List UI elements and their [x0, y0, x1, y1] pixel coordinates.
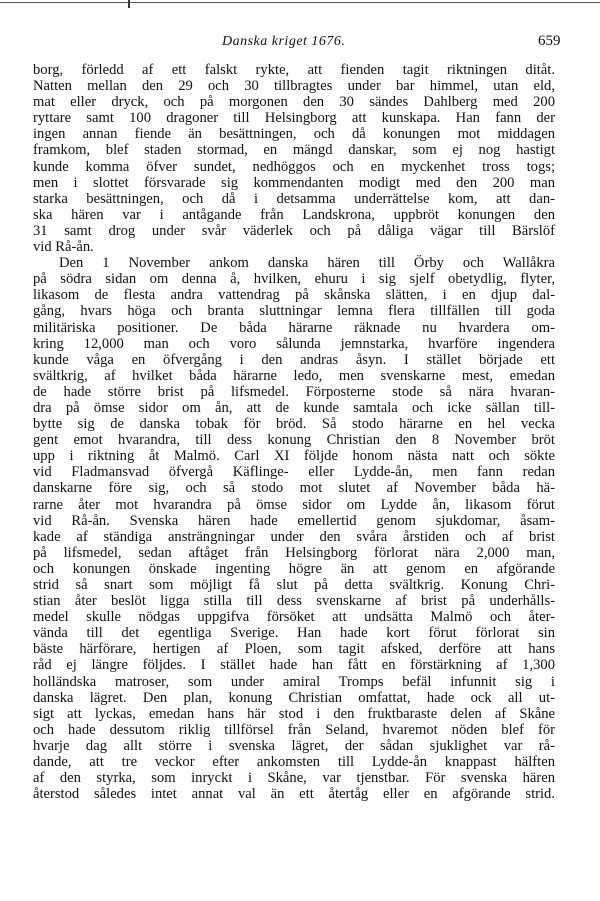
text-line: vända till det egentliga Sverige. Han hade kort förut förlorat sin: [33, 625, 555, 642]
text-line: militäriska positioner. De båda härarne räknade nu hvardera om-: [33, 319, 555, 336]
text-line: kade af ständiga ansträngningar under den svåra årstiden och af brist: [33, 528, 555, 545]
text-line: de hade större brist på lifsmedel. Förposterne stode så nära hvaran-: [33, 383, 555, 400]
text-line: danska lägret. Den plan, konung Christian omfattat, hade ock all ut-: [33, 689, 555, 706]
text-line: kunde våga en öfvergång i den andras åsyn. I stället började ett: [33, 351, 555, 368]
text-line: dra på ömse sidor om ån, att de kunde samtala och icke sällan till-: [33, 399, 555, 416]
text-line: danskarne före sig, och så stodo mot slutet af November båda hä-: [33, 480, 555, 497]
body-text: [33, 62, 555, 802]
text-line: och hade dessutom riklig tillförsel från Seland, hvaremot nöden blef för: [33, 721, 555, 738]
running-head: Danska kriget 1676.: [222, 34, 346, 49]
text-line: strid så snart som möjligt få slut på detta svältkrig. Konung Chri-: [33, 577, 555, 593]
text-line: gång, hvars höga och branta sluttningar lemna flera tillfällen till goda: [33, 303, 555, 320]
text-line: ska hären var i antågande från Landskrona, uppbröt konungen den: [33, 206, 555, 223]
text-line: dande, att tre veckor efter ankomsten till Lydde-ån knappast hälften: [33, 754, 555, 771]
text-line: kring 12,000 man och voro sålunda jemnstarka, hvarföre ingendera: [33, 335, 555, 352]
text-line: ryttare samt 100 dragoner till Helsingborg att kunskapa. Han fann der: [33, 110, 555, 127]
text-line: af den styrka, som inryckt i Skåne, var tjenstbar. För svenska hären: [33, 770, 555, 787]
text-line: holländska matroser, som under amiral Tromps befäl infunnit sig i: [33, 673, 555, 690]
text-line: Natten mellan den 29 och 30 tillbragtes under bar himmel, utan eld,: [33, 78, 555, 95]
text-line: på södra sidan om denna å, hvilken, ehuru i sig sjelf obetydlig, flyter,: [33, 271, 555, 288]
text-line: vid Fladmansvad öfvergå Käflinge- eller Lydde-ån, men fann redan: [33, 464, 555, 481]
text-line: likasom de flesta andra vattendrag på skånska slätten, i en djup dal-: [33, 287, 555, 304]
text-line: och konungen önskade ingenting högre än att genom en afgörande: [33, 560, 555, 577]
text-line: 31 samt drog under svår väderlek och på dåliga vägar till Bärslöf: [33, 222, 555, 239]
text-line: sigt att lyckas, emedan hans här stod i den fruktbaraste delen af Skåne: [33, 705, 555, 722]
text-line: återstod således intet annat val än ett återtåg eller en afgörande strid.: [33, 786, 555, 803]
text-line: rarne åter mot hvarandra på ömse sidor om Lydde ån, likasom förut: [33, 496, 555, 513]
text-line: men i slottet försvarade sig kommendanten modigt med den 200 man: [33, 174, 555, 191]
text-line: upp i riktning åt Malmö. Carl XI följde honom nästa natt och sökte: [33, 448, 555, 465]
text-line: råd ej längre följdes. I stället hade han fått en förstärkning af 1,300: [33, 657, 555, 674]
page-number: 659: [538, 33, 561, 49]
text-line: bäste härförare, hertigen af Ploen, som tagit afsked, derföre att hans: [33, 641, 555, 658]
text-line: på lifsmedel, sedan aftåget från Helsingborg förlorat nära 2,000 man,: [33, 544, 555, 561]
text-line: bytte sig de danska tobak för bröd. Så stodo härarne en hel vecka: [33, 416, 555, 433]
text-line: mat eller dryck, och på morgonen den 30 sändes Dahlberg med 200: [33, 94, 555, 111]
text-line: ingen annan fiende än besättningen, och då konungen mot middagen: [33, 126, 555, 143]
text-line: svältkrig, af hvilket båda härarne ledo, men svenskarne mest, emedan: [33, 367, 555, 384]
top-edge-mark: [128, 0, 130, 8]
text-line: vid Rå-ån. Svenska hären hade emellertid genom sjukdomar, åsam-: [33, 512, 555, 529]
text-line: Den 1 November ankom danska hären till Örby och Wallåkra: [59, 255, 555, 272]
top-edge-rule: [0, 2, 600, 3]
text-line: vid Rå-ån.: [33, 239, 94, 256]
text-line: gent emot hvarandra, till dess konung Christian den 8 November bröt: [33, 432, 555, 449]
text-line: kunde komma öfver sundet, nedhöggos och en myckenhet tross togs;: [33, 158, 555, 175]
text-line: borg, förledd af ett falskt rykte, att fienden tagit riktningen ditåt.: [33, 62, 555, 78]
text-line: medel skulle nödgas uppgifva försöket att undsätta Malmö och åter-: [33, 609, 555, 626]
text-line: stian åter beslöt ligga stilla till dess svenskarne af brist på underhålls-: [33, 593, 555, 610]
text-line: starka besättningen, och då i detsamma underrättelse kom, att dan-: [33, 190, 555, 207]
text-line: framkom, blef staden stormad, en mängd danskar, som ej nog hastigt: [33, 142, 555, 159]
text-line: hvarje dag allt större i svenska lägret, der sådan sjuklighet var rå-: [33, 737, 555, 754]
